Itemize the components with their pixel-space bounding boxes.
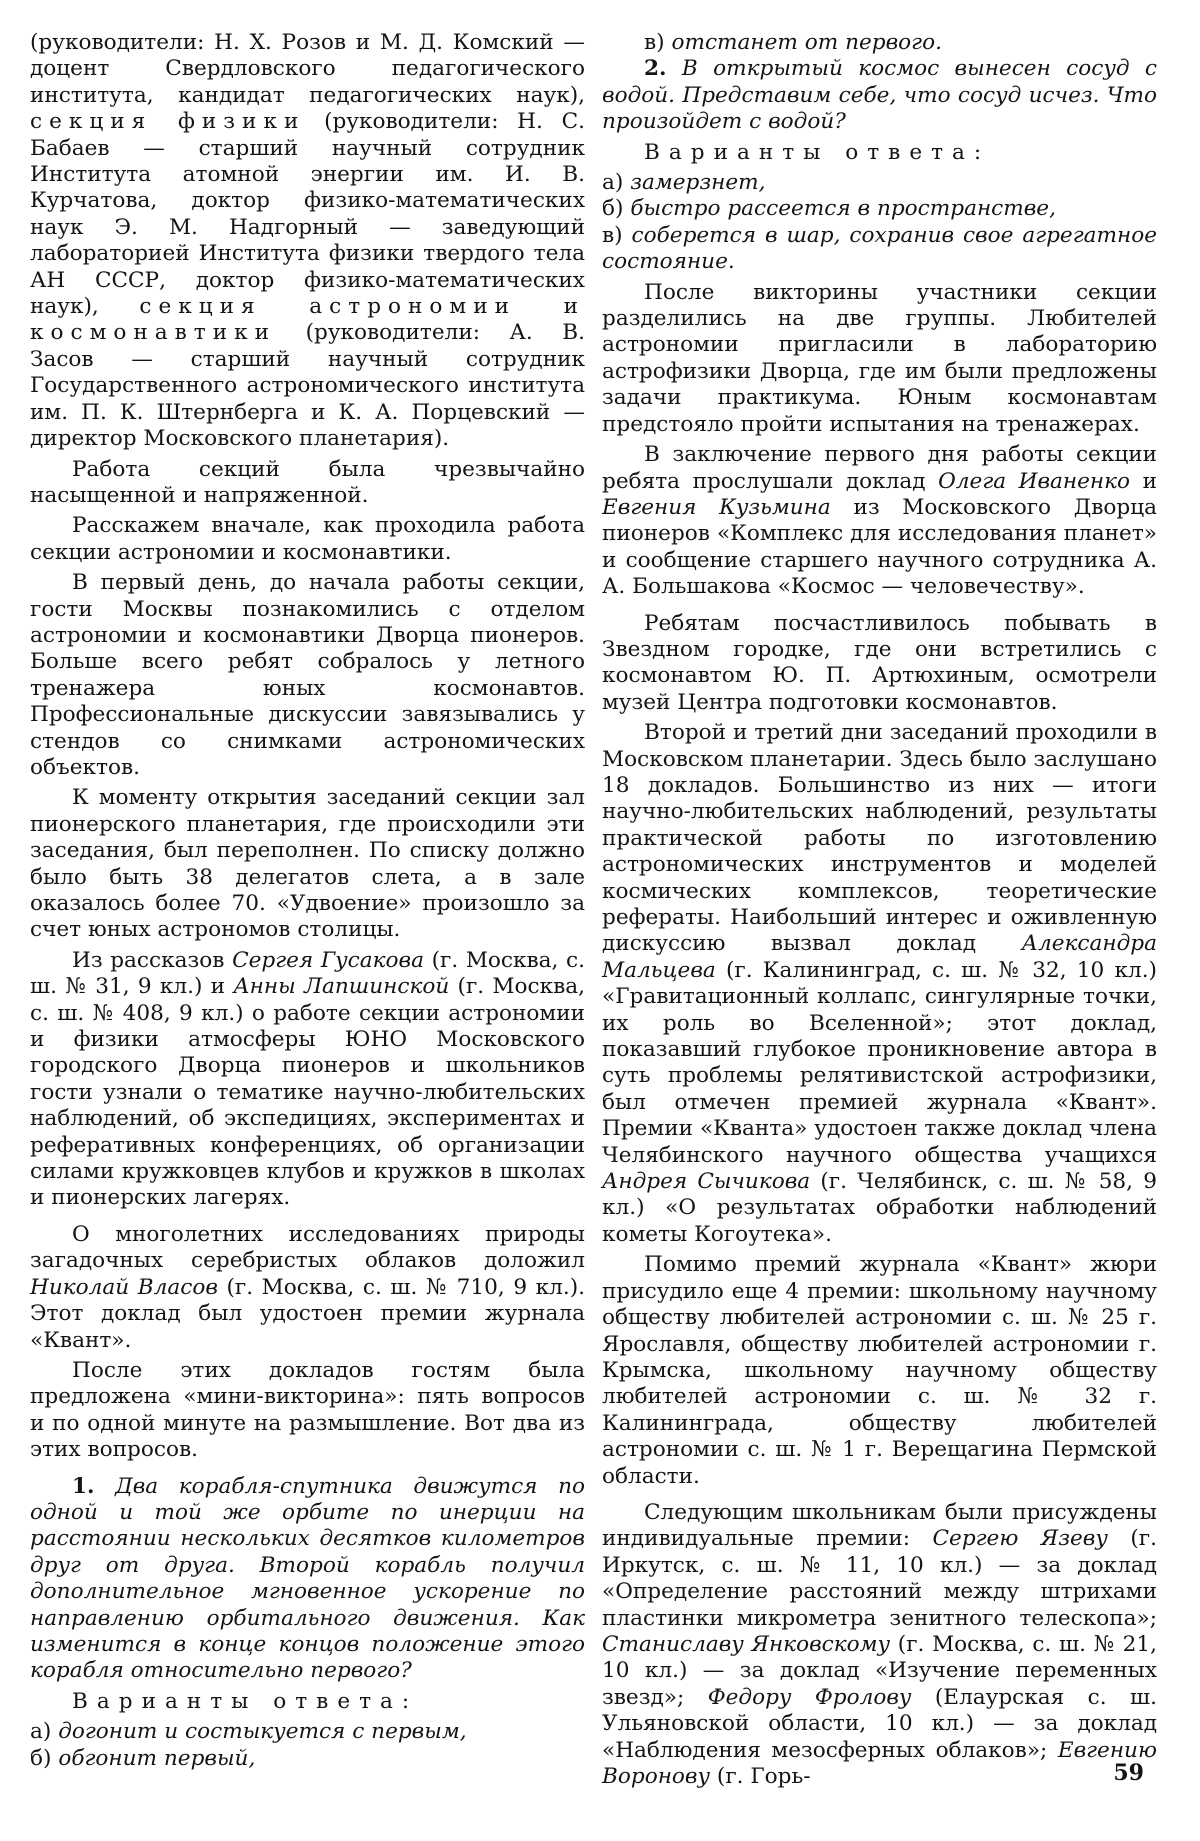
person-name: Олега Иваненко [938,468,1131,494]
paragraph [602,1500,1157,1790]
text: (г. Москва, с. ш. № 408, 9 кл.) о работе секции астрономии и физики атмосферы ЮНО Московского городского Дворца пионеров и школьников гости узнали о тематике научно-любительских наблюдений, об экспедициях, экспериментах и реферативных конференциях, об организации силами кружковцев клубов и кружков в школах и пионерских лагерях. [30,974,585,1211]
text: (г. Иркутск, с. ш. № 11, 10 кл.) — за доклад «Определение расстояний между штрихами пластинки микрометра зенитного телескопа»; [602,1526,1157,1631]
paragraph [602,442,1157,600]
paragraph [30,1222,585,1354]
option-label: а) [30,1719,52,1745]
question-text: В открытый космос вынесен сосуд с водой. Представим себе, что сосуд исчез. Что произойдет с водой? [602,56,1157,135]
paragraph: Расскажем вначале, как проходила работа секции астрономии и космонавтики. [30,513,585,565]
person-name: Анны Лапшинской [233,974,450,1000]
text: (г. Челябинск, с. ш. № 58, 9 кл.) «О результатах обработки наблюдений кометы Когоутека». [602,1169,1157,1247]
option-text: обгонит первый, [58,1745,256,1771]
answers-label: Варианты ответа: [72,1688,419,1714]
option-label: б) [30,1745,52,1771]
text: (г. Москва, с. ш. № 710, 9 кл.). Этот доклад был удостоен премии журнала «Квант». [30,1274,585,1353]
text: О многолетних исследованиях природы загадочных серебристых облаков доложил [30,1221,585,1274]
answers-label: Варианты ответа: [644,139,991,165]
paragraph: Работа секций была чрезвычайно насыщенной и напряженной. [30,456,585,508]
answer-option [30,1719,585,1745]
text: Следующим школьникам были присуждены индивидуальные премии: [602,1499,1157,1552]
paragraph [602,720,1157,1248]
text: Из рассказов [72,947,225,973]
section-name: секция астрономии и космонавтики [30,294,585,346]
option-text: замерзнет, [630,170,766,196]
text: (руководители: А. В. Засов — старший научный сотрудник Государственного астрономического института им. П. К. Штернберга и К. А. Порцевский — директор Московского планетария). [30,320,585,452]
option-text: соберется в шар, сохранив свое агрегатное состояние. [602,222,1157,275]
person-name: Александра Мальцева [602,931,1157,983]
person-name: Сергею Язеву [932,1526,1108,1552]
option-label: в) [602,222,623,248]
question-number: 2. [644,56,667,82]
text: (Елаурская с. ш. Ульяновской области, 10 кл.) — за доклад «Наблюдения мезосферных облаков»; [602,1684,1157,1763]
text: из Московского Дворца пионеров «Комплекс для исследования планет» и сообщение старшего научного сотрудника А. А. Большакова «Космос — человечеству». [602,494,1157,600]
question-text: Два корабля-спутника движутся по одной и той же орбите по инерции на расстоянии нескольких десятков километров друг от друга. Второй корабль получил дополнительное мгновенное ускорение по направлению орбитального движения. Как изменится в конце концов положение этого корабля относительно первого? [30,1473,585,1684]
person-name: Евгению Воронову [602,1737,1157,1789]
text: и [1142,468,1157,494]
paragraph: В первый день, до начала работы секции, гости Москвы познакомились с отделом астрономии и космонавтики Дворца пионеров. Больше всего ребят собралось у летного тренажера юных космонавтов. Профессиональные дискуссии завязывались у стендов со снимками астрономических объектов. [30,570,585,780]
paragraph: К моменту открытия заседаний секции зал пионерского планетария, где происходили эти заседания, был переполнен. По списку должно было быть 38 делегатов слета, а в зале оказалось более 70. «Удвоение» произошло за счет юных астрономов столицы. [30,785,585,943]
option-label: б) [602,196,624,222]
option-label: в) [644,30,665,55]
person-name: Николай Власов [30,1274,218,1300]
text: (г. Москва, с. ш. № 31, 9 кл.) и [30,947,586,1000]
paragraph: Помимо премий журнала «Квант» жюри присудило еще 4 премии: школьному научному обществу любителей астрономии с. ш. № 25 г. Ярославля, обществу любителей астрономии г. Крымска, школьному научному обществу любителей астрономии с. ш. № 32 г. Калининграда, обществу любителей астрономии с. ш. № 1 г. Верещагина Пермской области. [602,1252,1157,1489]
answer-option [602,223,1157,276]
answer-option [602,30,1157,56]
paragraph [30,30,585,453]
paragraph: После викторины участники секции разделились на две группы. Любителей астрономии пригласили в лабораторию астрофизики Дворца, где им были предложены задачи практикума. Юным космонавтам предстояло пройти испытания на тренажерах. [602,279,1157,437]
text: Второй и третий дни заседаний проходили в Московском планетарии. Здесь было заслушано 18 докладов. Большинство из них — итоги научно-любительских наблюдений, результаты практической работы по изготовлению астрономических инструментов и моделей космических комплексов, теоретические рефераты. Наибольший интерес и оживленную дискуссию вызвал доклад [602,720,1157,957]
option-label: а) [602,170,624,196]
text: (руководители: Н. Х. Розов и М. Д. Комский — доцент Свердловского педагогического института, кандидат педагогических наук), [30,30,585,108]
option-text: отстанет от первого. [671,30,942,55]
answer-option [30,1746,585,1772]
option-text: быстро рассеется в пространстве, [630,196,1056,222]
paragraph [30,948,585,1212]
section-name: секция физики [30,109,306,135]
option-text: догонит и состыкуется с первым, [58,1719,467,1745]
left-column [30,30,585,1772]
person-name: Федору Фролову [707,1684,912,1710]
answer-option [602,196,1157,222]
right-column [602,30,1157,1794]
answer-option [602,170,1157,196]
text: (г. Горь- [716,1764,811,1789]
person-name: Сергея Гусакова [232,947,424,973]
paragraph: После этих докладов гостям была предложена «мини-викторина»: пять вопросов и по одной минуте на размышление. Вот два из этих вопросов. [30,1357,585,1463]
text: (г. Москва, с. ш. № 21, 10 кл.) — за доклад «Изучение переменных звезд»; [602,1631,1157,1710]
text: (руководители: Н. С. Бабаев — старший научный сотрудник Института атомной энергии им. И. В. Курчатова, доктор физико-математических наук Э. М. Надгорный — заведующий лабораторией Института физики твердого тела АН СССР, доктор физико-математических наук), [30,109,585,320]
paragraph: Ребятам посчастливилось побывать в Звездном городке, где они встретились с космонавтом Ю. П. Артюхиным, осмотрели музей Центра подготовки космонавтов. [602,610,1157,715]
person-name: Евгения Кузьмина [602,494,831,520]
quiz-question [602,56,1157,135]
person-name: Андрея Сычикова [602,1169,811,1195]
quiz-question [30,1474,585,1685]
person-name: Станиславу Янковскому [602,1631,891,1657]
text: В заключение первого дня работы секции ребята прослушали доклад [602,442,1157,494]
text: (г. Калининград, с. ш. № 32, 10 кл.) «Гравитационный коллапс, сингулярные точки, их роль во Вселенной»; этот доклад, показавший глубокое проникновение автора в суть проблемы релятивистской астрофизики, был отмечен премией журнала «Квант». Премии «Кванта» удостоен также доклад члена Челябинского научного общества учащихся [602,957,1157,1168]
question-number: 1. [72,1473,95,1499]
page-number: 59 [1113,1760,1144,1786]
